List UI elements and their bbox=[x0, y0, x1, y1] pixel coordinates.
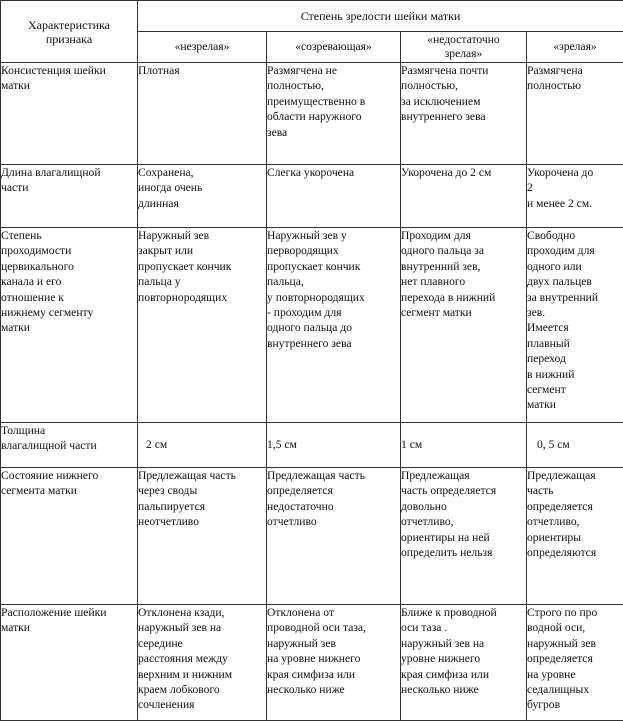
cell-lower-segment-mature: Предлежащая часть определяется отчетливо, ориентиры определяются bbox=[527, 468, 623, 605]
cell-lower-segment-immature: Предлежащая часть через своды пальпируется неотчетливо bbox=[138, 468, 267, 605]
stage-insufficiently-mature: «недостаточно зрелая» bbox=[401, 32, 527, 63]
cell-length-immature: Сохранена, иногда очень длинная bbox=[138, 165, 267, 228]
cell-thickness-ripening: 1,5 см bbox=[267, 423, 401, 468]
cell-thickness-mature: 0, 5 см bbox=[527, 423, 623, 468]
stage-mature: «зрелая» bbox=[527, 32, 623, 63]
row-label-thickness: Толщина влагалищной части bbox=[1, 423, 138, 468]
cell-consistency-mature: Размягчена полностью bbox=[527, 63, 623, 165]
row-label-patency: Степень проходимости цервикального канала и его отношение к нижнему сегменту матки bbox=[1, 228, 138, 423]
table-row-position bbox=[1, 605, 623, 721]
cell-position-ripening: Отклонена от проводной оси таза, наружный зев на уровне нижнего края симфиза или несколько ниже bbox=[267, 605, 401, 721]
table-row-patency bbox=[1, 228, 623, 423]
cell-length-ripening: Слегка укорочена bbox=[267, 165, 401, 228]
cell-position-insufficient: Ближе к проводной оси таза . наружный зев на уровне нижнего края симфиза или несколько ниже bbox=[401, 605, 527, 721]
cell-patency-mature: Свободно проходим для одного или двух пальцев за внутренний зев. Имеется плавный переход в нижний сегмент матки bbox=[527, 228, 623, 423]
cell-thickness-insufficient: 1 см bbox=[401, 423, 527, 468]
cell-length-insufficient: Укорочена до 2 см bbox=[401, 165, 527, 228]
cell-thickness-immature: 2 см bbox=[138, 423, 267, 468]
row-label-consistency: Консистенция шейки матки bbox=[1, 63, 138, 165]
header-characteristic: Характеристика признака bbox=[1, 1, 138, 63]
row-label-lower-segment: Состояние нижнего сегмента матки bbox=[1, 468, 138, 605]
row-label-length: Длина влагалищной части bbox=[1, 165, 138, 228]
table-row-lower-segment bbox=[1, 468, 623, 605]
cell-position-immature: Отклонена кзади, наружный зев на середине расстояния между верхним и нижним краем лобкового сочленения bbox=[138, 605, 267, 721]
table-row-consistency bbox=[1, 63, 623, 165]
cell-length-mature: Укорочена до 2 и менее 2 см. bbox=[527, 165, 623, 228]
cell-patency-ripening: Наружный зев у первородящих пропускает кончик пальца, у повторнородящих - проходим для одного пальца до внутреннего зева bbox=[267, 228, 401, 423]
cell-position-mature: Строго по про водной оси, наружный зев определяется на уровне седалищных бугров bbox=[527, 605, 623, 721]
cell-patency-insufficient: Проходим для одного пальца за внутренний зев, нет плавного перехода в нижний сегмент матки bbox=[401, 228, 527, 423]
table-row-length bbox=[1, 165, 623, 228]
cell-lower-segment-ripening: Предлежащая часть определяется недостаточно отчетливо bbox=[267, 468, 401, 605]
header-maturity-degree: Степень зрелости шейки матки bbox=[138, 1, 623, 32]
cell-consistency-ripening: Размягчена не полностью, преимущественно в области наружного зева bbox=[267, 63, 401, 165]
row-label-position: Расположение шейки матки bbox=[1, 605, 138, 721]
cell-consistency-immature: Плотная bbox=[138, 63, 267, 165]
table-row-thickness bbox=[1, 423, 623, 468]
header-row-group bbox=[1, 1, 623, 32]
stage-immature: «незрелая» bbox=[138, 32, 267, 63]
cell-patency-immature: Наружный зев закрыт или пропускает кончик пальца у повторнородящих bbox=[138, 228, 267, 423]
cell-consistency-insufficient: Размягчена почти полностью, за исключением внутреннего зева bbox=[401, 63, 527, 165]
stage-ripening: «созревающая» bbox=[267, 32, 401, 63]
cell-lower-segment-insufficient: Предлежащая часть определяется довольно отчетливо, ориентиры на ней определить нельзя bbox=[401, 468, 527, 605]
